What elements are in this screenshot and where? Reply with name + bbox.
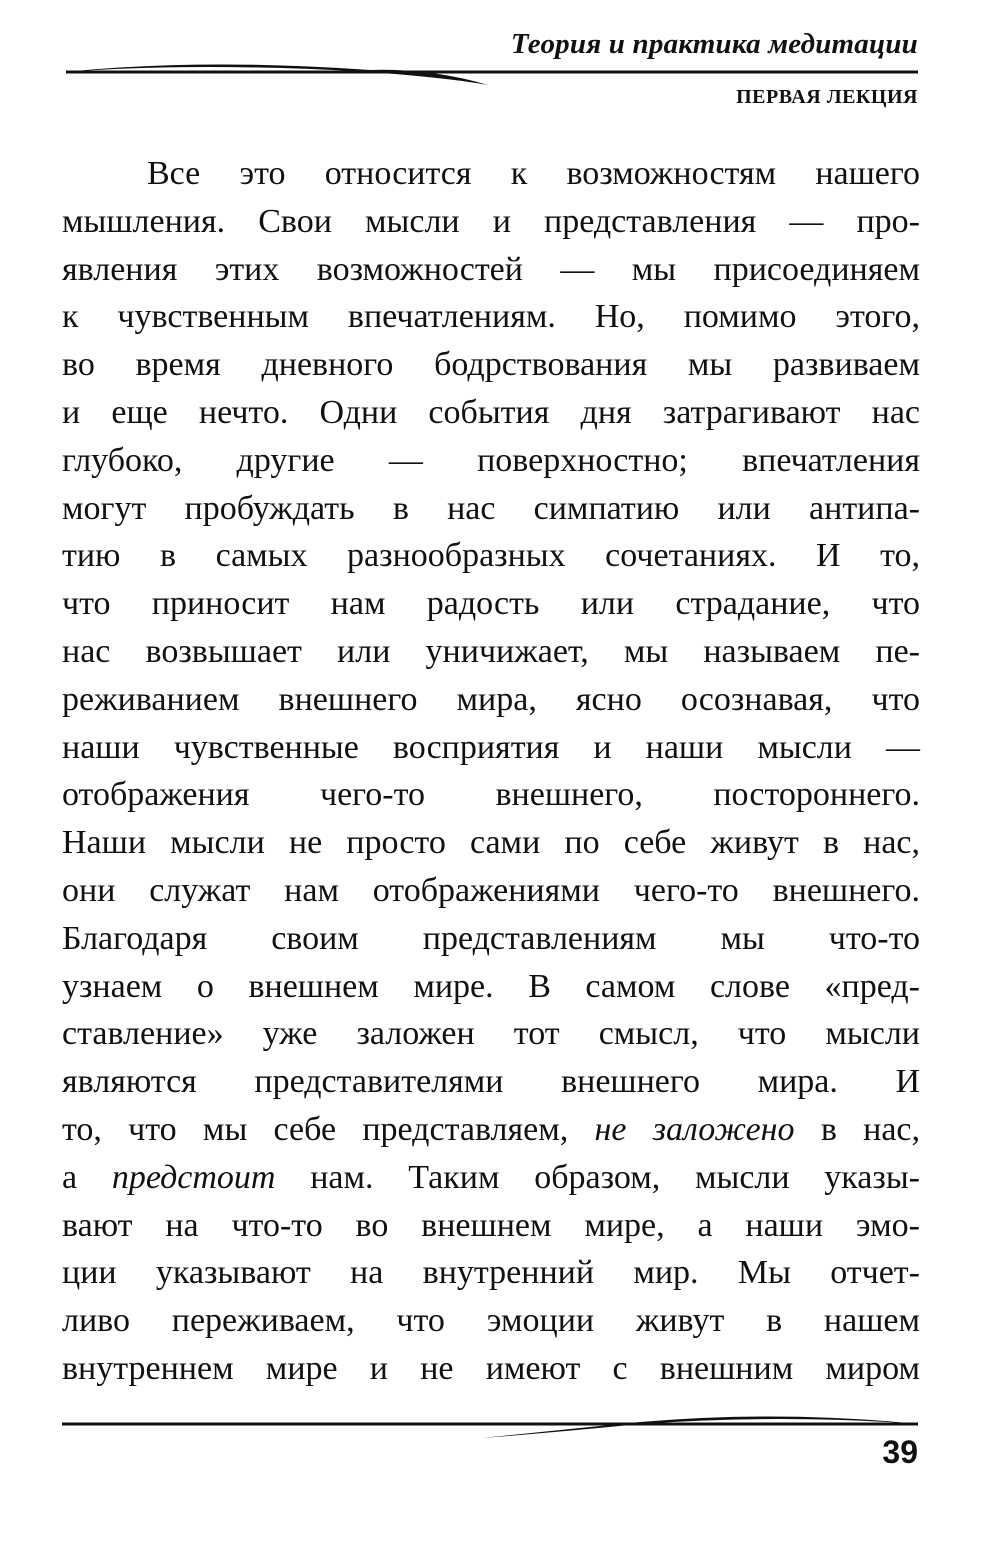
text-line: во время дневного бодрствования мы развиваем [62, 346, 920, 384]
text-line: нас возвышает или уничижает, мы называем пе- [62, 632, 920, 670]
text-line: к чувственным впечатлениям. Но, помимо этого, [62, 298, 920, 336]
text-run: в нас, [820, 1110, 921, 1148]
text-line: могут пробуждать в нас симпатию или антипа- [62, 489, 920, 527]
text-line: ливо переживаем, что эмоции живут в нашем [62, 1302, 920, 1340]
text-line: тию в самых разнообразных сочетаниях. И то, [62, 537, 920, 575]
text-line: явления этих возможностей — мы присоединяем [62, 250, 920, 288]
running-title: Теория и практика медитации [510, 28, 918, 60]
footer-ornamental-rule [0, 1404, 1000, 1444]
text-run: нам. Таким образом, мысли указы- [310, 1158, 920, 1196]
text-run: а [62, 1158, 78, 1196]
text-line: являются представителями внешнего мира. И [62, 1063, 920, 1101]
body-text [62, 150, 920, 1393]
text-line: реживанием внешнего мира, ясно осознавая, что [62, 680, 920, 718]
text-line: Все это относится к возможностям нашего [147, 155, 920, 192]
text-line-mixed [62, 1154, 920, 1202]
section-title: ПЕРВАЯ ЛЕКЦИЯ [736, 86, 918, 108]
text-line: наши чувственные восприятия и наши мысли — [62, 728, 920, 766]
text-line: глубоко, другие — поверхностно; впечатления [62, 441, 920, 479]
text-line: ставление» уже заложен тот смысл, что мысли [62, 1015, 920, 1053]
text-line: что приносит нам радость или страдание, что [62, 585, 920, 623]
text-line: мышления. Свои мысли и представления — про- [62, 202, 920, 240]
text-line: ции указывают на внутренний мир. Мы отчет- [62, 1254, 920, 1292]
text-line: Наши мысли не просто сами по себе живут в нас, [62, 824, 920, 862]
text-run: то, что мы себе представляем, [62, 1110, 569, 1148]
text-line-mixed [62, 1106, 920, 1154]
emphasis-text: не заложено [594, 1110, 795, 1148]
text-line: вают на что-то во внешнем мире, а наши эмо- [62, 1206, 920, 1244]
text-line: узнаем о внешнем мире. В самом слове «пред- [62, 967, 920, 1005]
text-line: и еще нечто. Одни события дня затрагивают нас [62, 393, 920, 431]
text-line: отображения чего-то внешнего, постороннего. [62, 776, 920, 814]
text-line: они служат нам отображениями чего-то внешнего. [62, 871, 920, 909]
emphasis-text: предстоит [111, 1158, 276, 1196]
text-line: внутреннем мире и не имеют с внешним миром [62, 1349, 920, 1387]
page-number: 39 [882, 1434, 918, 1470]
text-line: Благодаря своим представлениям мы что-то [62, 919, 920, 957]
